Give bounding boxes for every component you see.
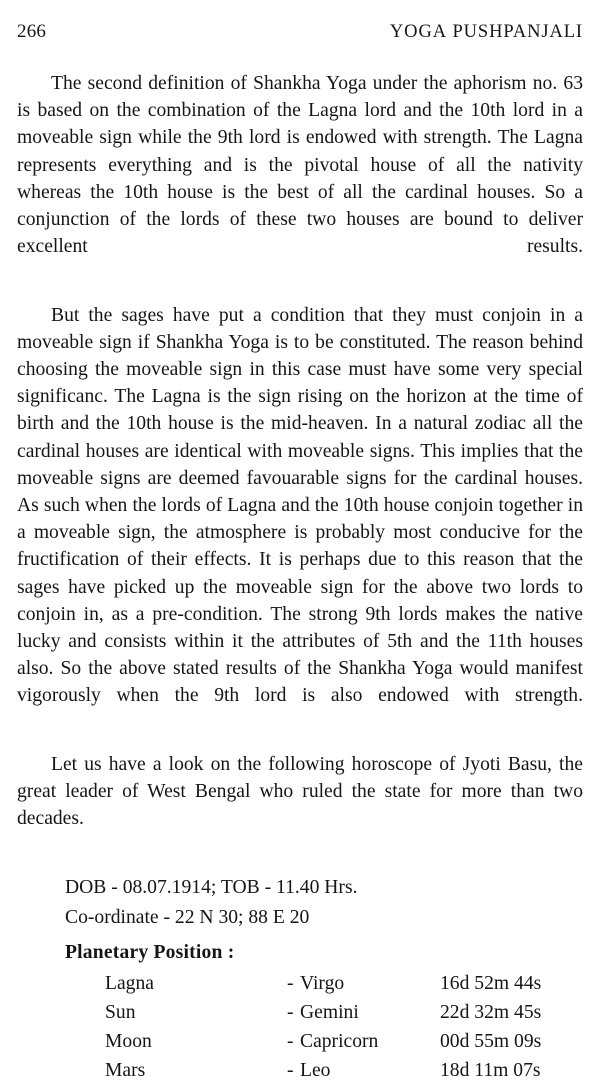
planetary-position-table (105, 969, 541, 1085)
sign-dash: - (287, 1030, 294, 1052)
running-head (17, 22, 583, 52)
table-row (105, 969, 541, 998)
planet-name-cell: Mars (105, 1059, 146, 1081)
dob-tob-line: DOB - 08.07.1914; TOB - 11.40 Hrs. (65, 876, 358, 898)
body-text-column (17, 70, 583, 1085)
planetary-position-block (17, 938, 583, 1085)
paragraph-1: The second definition of Shankha Yoga under the aphorism no. 63 is based on the combination of the Lagna lord and the 10th lord in a moveable sign while the 9th lord is endowed with strength. The Lagna represents everything and is the pivotal house of all the nativity whereas the 10th house is the best of all the cardinal houses. So a conjunction of the lords of these two houses are bound to deliver excellent results. (17, 73, 583, 258)
table-row (105, 1027, 541, 1056)
planet-degree-cell: 00d 55m 09s (440, 1030, 542, 1052)
table-row (105, 1056, 541, 1085)
planetary-position-heading: Planetary Position : (65, 941, 235, 963)
planet-sign-cell: - Leo (287, 1056, 440, 1085)
page-number: 266 (17, 21, 47, 42)
planet-sign-cell: - Capricorn (287, 1027, 440, 1056)
paragraph-2: But the sages have put a condition that they must conjoin in a moveable sign if Shankha Yoga is to be constituted. The reason behind choosing the moveable sign in this case must have some very special significanc. The Lagna is the sign rising on the horizon at the time of birth and the 10th house is the mid-heaven. In a natural zodiac all the cardinal houses are identical with moveable signs. This implies that the moveable signs are deemed favouarable signs for the cardinal houses. As such when the lords of Lagna and the 10th house conjoin together in a moveable sign, the atmosphere is probably most conducive for the fructification of their effects. It is perhaps due to this reason that the sages have picked up the moveable sign for the above two lords to conjoin in, as a pre-condition. The strong 9th lords makes the native lucky and consists within it the attributes of 5th and the 11th houses also. So the above stated results of the Shankha Yoga would manifest vigorously when the 9th lord is also endowed with strength. (17, 304, 583, 707)
planet-name-cell: Sun (105, 1001, 136, 1023)
planet-name-cell: Lagna (105, 972, 154, 994)
book-title: YOGA PUSHPANJALI (389, 22, 583, 42)
planetary-position-table-body (105, 969, 541, 1085)
coordinate-line: Co-ordinate - 22 N 30; 88 E 20 (65, 906, 310, 928)
sign-dash: - (287, 1001, 294, 1023)
planet-sign-cell: - Virgo (287, 969, 440, 998)
planet-sign-cell: - Gemini (287, 998, 440, 1027)
planet-degree-cell: 18d 11m 07s (440, 1059, 541, 1081)
birth-data-block (17, 873, 583, 933)
planet-name-cell: Moon (105, 1030, 152, 1052)
planet-degree-cell: 16d 52m 44s (440, 972, 542, 994)
sign-dash: - (287, 1059, 294, 1081)
planet-degree-cell: 22d 32m 45s (440, 1001, 542, 1023)
table-row (105, 998, 541, 1027)
sign-dash: - (287, 972, 294, 994)
paragraph-3: Let us have a look on the following horoscope of Jyoti Basu, the great leader of West Bengal who ruled the state for more than two decades. (17, 753, 583, 830)
